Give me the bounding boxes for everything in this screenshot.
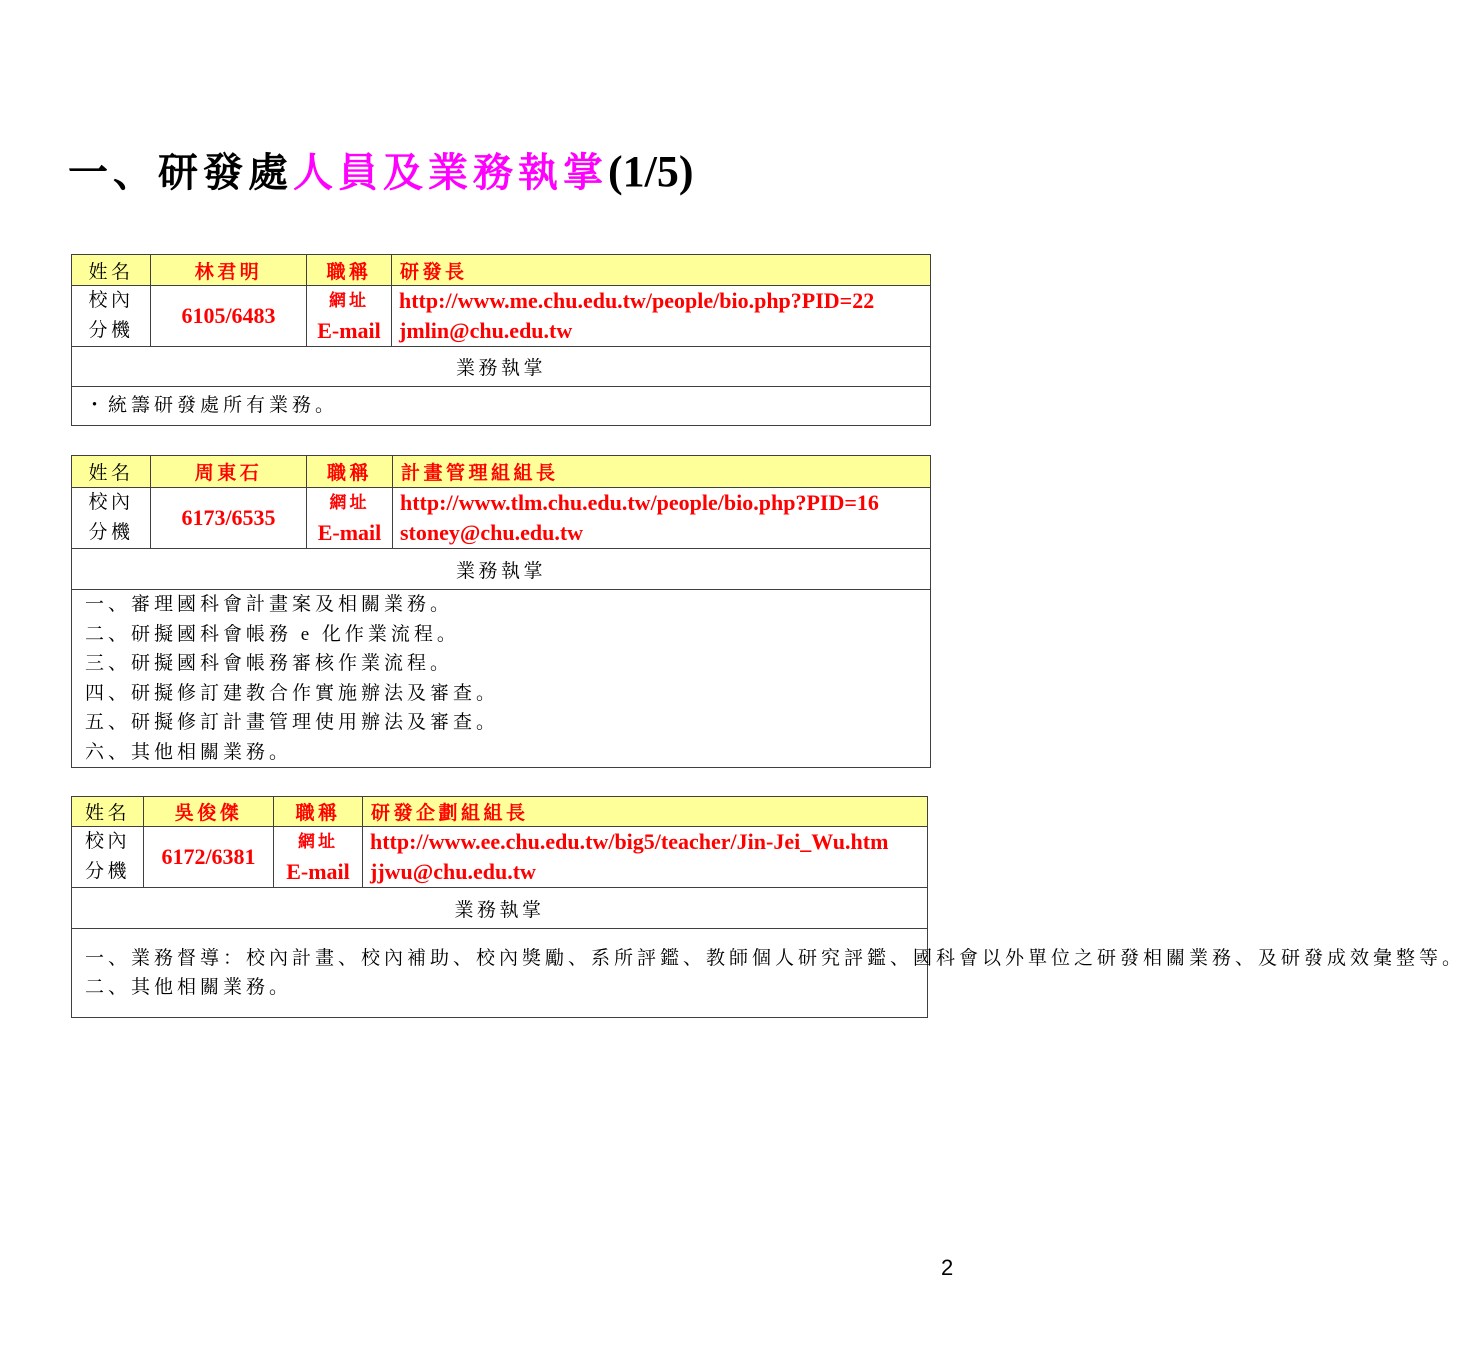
duty-item: 二、其他相關業務。 — [85, 977, 293, 998]
staff-table-2 — [71, 455, 931, 768]
staff-name: 周東石 — [151, 456, 307, 488]
extension-label-line-1: 校內 — [88, 290, 134, 311]
duties-heading: 業務執掌 — [72, 549, 931, 590]
email-address: jmlin@chu.edu.tw — [399, 318, 573, 343]
name-label: 姓名 — [72, 456, 151, 488]
email-label: E-mail — [317, 318, 381, 343]
header-row — [72, 456, 931, 488]
website-label: 網址 — [329, 291, 369, 310]
email-address: jjwu@chu.edu.tw — [370, 859, 536, 884]
website-label: 網址 — [298, 832, 338, 851]
duty-item: 六、其他相關業務。 — [85, 741, 293, 763]
extension-label-line-2: 分機 — [84, 861, 130, 882]
staff-table-3 — [71, 796, 1465, 1018]
duties-list — [72, 590, 931, 768]
name-label: 姓名 — [72, 255, 151, 286]
duty-item: ・統籌研發處所有業務。 — [85, 395, 339, 417]
website-url: http://www.me.chu.edu.tw/people/bio.php?PID=22 — [399, 288, 875, 313]
page-title-prefix: 一、研發處 — [68, 150, 293, 195]
duties-row — [72, 590, 931, 768]
page-title-page-indicator: (1/5) — [608, 147, 694, 196]
duties-heading: 業務執掌 — [72, 347, 931, 387]
header-row — [72, 797, 928, 827]
contact-row — [72, 488, 931, 549]
duty-item: 二、研擬國科會帳務 e 化作業流程。 — [85, 623, 460, 645]
staff-position: 研發企劃組組長 — [363, 797, 928, 827]
website-label: 網址 — [329, 493, 370, 512]
extension-label — [72, 488, 151, 549]
contact-row — [72, 286, 931, 347]
extension-label-line-1: 校內 — [84, 831, 130, 852]
duty-item: 一、業務督導：校內計畫、校內補助、校內獎勵、系所評鑑、教師個人研究評鑑、國科會以外單位之研發相關業務、及研發成效彙整等。 — [85, 947, 1465, 969]
position-label: 職稱 — [307, 456, 393, 488]
extension-label-line-2: 分機 — [88, 522, 134, 543]
staff-name: 吳俊傑 — [144, 797, 274, 827]
extension-label — [72, 827, 144, 888]
position-label: 職稱 — [274, 797, 363, 827]
extension-number: 6173/6535 — [151, 488, 307, 549]
extension-label-line-1: 校內 — [88, 492, 134, 513]
page-title-highlight: 人員及業務執掌 — [293, 150, 608, 195]
staff-position: 計畫管理組組長 — [393, 456, 931, 488]
staff-table-1 — [71, 254, 931, 426]
duties-row — [72, 387, 931, 426]
duties-row — [72, 929, 928, 1018]
duties-list — [72, 929, 1465, 1018]
email-label: E-mail — [286, 859, 350, 884]
position-label: 職稱 — [307, 255, 392, 286]
page-title — [68, 144, 694, 200]
website-url: http://www.tlm.chu.edu.tw/people/bio.php?PID=16 — [400, 490, 879, 515]
duties-list — [72, 387, 931, 426]
header-row — [72, 255, 931, 286]
page-number: 2 — [941, 1255, 954, 1280]
email-label: E-mail — [317, 520, 382, 545]
email-address: stoney@chu.edu.tw — [400, 520, 584, 545]
duty-item: 五、研擬修訂計畫管理使用辦法及審查。 — [85, 712, 500, 733]
website-url: http://www.ee.chu.edu.tw/big5/teacher/Jin-Jei_Wu.htm — [370, 829, 889, 854]
extension-label-line-2: 分機 — [88, 320, 134, 341]
web-email-label — [274, 827, 363, 888]
contact-row — [72, 827, 928, 888]
extension-number: 6105/6483 — [151, 286, 307, 347]
duties-heading-row — [72, 347, 931, 387]
duty-item: 三、研擬國科會帳務審核作業流程。 — [85, 653, 454, 674]
duties-heading: 業務執掌 — [72, 888, 928, 929]
extension-number: 6172/6381 — [144, 827, 274, 888]
duty-item: 四、研擬修訂建教合作實施辦法及審查。 — [85, 682, 500, 704]
web-email-value — [363, 827, 928, 888]
web-email-value — [392, 286, 931, 347]
duties-heading-row — [72, 549, 931, 590]
name-label: 姓名 — [72, 797, 144, 827]
duties-heading-row — [72, 888, 928, 929]
extension-label — [72, 286, 151, 347]
staff-position: 研發長 — [392, 255, 931, 286]
web-email-value — [393, 488, 931, 549]
web-email-label — [307, 286, 392, 347]
duty-item: 一、審理國科會計畫案及相關業務。 — [85, 594, 454, 615]
staff-name: 林君明 — [151, 255, 307, 286]
web-email-label — [307, 488, 393, 549]
